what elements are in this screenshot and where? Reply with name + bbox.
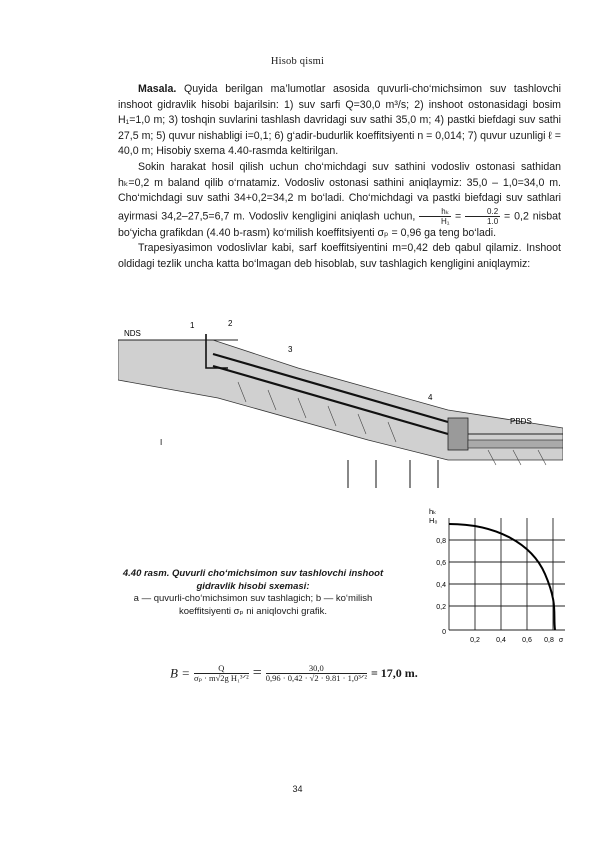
graph-ylabel-bottom: H₀ [429, 516, 438, 525]
graph-ytick: 0,2 [436, 604, 446, 611]
ratio-fraction-labels: $\frac{\text{hₖ}}{\text{H₁}}$ [419, 207, 451, 226]
graph-ytick: 0,4 [436, 582, 446, 589]
graph-xtick: 0,6 [522, 637, 532, 644]
caption-legend: a — quvurli-cho‘michsimon suv tashlagich; b — ko‘milish koeffitsiyenti σₚ ni aniqlovchi grafik. [133, 593, 373, 617]
graph-xtick: 0,2 [470, 637, 480, 644]
label-mark3: 3 [288, 345, 293, 354]
paragraph-width: Trapesiyasimon vodoslivlar kabi, sarf koeffitsiyentini m=0,42 deb qabul qilamiz. Inshoot oldidagi tezlik uncha katta bo‘lmagan deb hisoblab, suv tashlagich kengligini aniqlaymiz: [118, 242, 561, 270]
label-section: I [160, 438, 163, 447]
graph-ylabel-top: hₖ [429, 507, 437, 516]
graph-xtick: 0,4 [496, 637, 506, 644]
paragraph-problem [118, 82, 561, 160]
scheme-figure [118, 310, 563, 500]
formula-lhs: B = [170, 665, 190, 681]
graph-xtick: 0,8 [544, 637, 554, 644]
formula-frac-2: $\frac{30,0}{\text{0,96 · 0,42 · √2 · 9.81 · 1,0³ᐟ²}}$ [265, 663, 367, 683]
figure-caption [118, 568, 388, 618]
graph-ytick: 0,8 [436, 538, 446, 545]
label-mark4: 4 [428, 393, 433, 402]
page-number: 34 [292, 784, 303, 794]
graph-ytick: 0 [442, 629, 446, 636]
calc-text: Sokin harakat hosil qilish uchun cho‘michdagi suv sathini vodosliv ostonasi sathidan hₖ=0,2 m baland qilib o‘rnatamiz. Vodosliv ostonasi sathini aniqlaymiz: 35,0 – 1,0=34,0 m. Cho‘michdagi suv sathi 34+0,2=34,2 m bo‘ladi. Cho‘michdagi va pastki biefdagi suv sathlari ayirmasi 34,2–27,5=6,7 m. Vodosliv kengligini aniqlash uchun, [118, 160, 561, 223]
width-formula: B = $\frac{Q}{\text{σₚ · m√2g H₁³ᐟ²}}$ = $\frac{30,0}{\text{0,96 · 0,42 · √2 · 9.81 · 1,0³ᐟ²}}$ = 17,0 m. [170, 663, 418, 683]
paragraph-calc: Sokin harakat hosil qilish uchun cho‘michdagi suv sathini vodosliv ostonasi sathidan hₖ=0,2 m baland qilib o‘rnatamiz. Vodosliv ostonasi sathini aniqlaymiz: 35,0 – 1,0=34,0 m. Cho‘michdagi suv sathi 34+0,2=34,2 m bo‘ladi. Cho‘michdagi va pastki biefdagi suv sathlari ayirmasi 34,2–27,5=6,7 m. Vodosliv kengligini aniqlash uchun, $\frac{\text{hₖ}}{\text{H₁}}$ = $\frac{0.2}{1.0}$ = 0,2 nisbat bo‘yicha grafikdan (4.40 b-rasm) ko‘milish koeffitsiyenti σₚ = 0,96 ga teng bo‘ladi. [118, 160, 561, 239]
calc-text-2: nisbat bo‘yicha grafikdan (4.40 b-rasm) ko‘milish koeffitsiyenti σₚ = 0,96 ga teng bo‘ladi. [118, 210, 561, 239]
problem-text: Quyida berilgan ma’lumotlar asosida quvurli-cho‘michsimon suv tashlovchi inshoot gidravlik hisobi bajarilsin: 1) suv sarfi Q=30,0 m³/s; 2) inshoot ostonasidagi bosim H₁=1,0 m; 3) toshqin suvlarini tashlash davridagi suv sathi 35,0 m; 4) pastki biefdagi suv sathi 27,5 m; 5) quvur nishabligi i=0,1; 6) g‘adir-budurlik koeffitsiyenti n = 0,014; 7) quvur uzunligi ℓ = 40,0 m; Hisobiy sxema 4.40-rasmda keltirilgan. [118, 83, 561, 158]
body-text [118, 82, 561, 273]
formula-frac-1: $\frac{Q}{\text{σₚ · m√2g H₁³ᐟ²}}$ [193, 663, 249, 683]
formula-result: = 17,0 m. [370, 666, 418, 680]
caption-title: 4.40 rasm. Quvurli cho‘michsimon suv tashlovchi inshoot gidravlik hisobi sxemasi: [122, 568, 384, 592]
ratio-result: 0,2 [514, 210, 529, 223]
label-nds: NDS [124, 329, 141, 338]
page-header: Hisob qismi [270, 56, 325, 67]
label-mark2: 2 [228, 319, 233, 328]
graph-xtick: σ [558, 637, 564, 644]
sigma-graph [427, 504, 565, 650]
label-mark1: 1 [190, 321, 195, 330]
problem-lead: Masala. [138, 83, 177, 95]
label-pbds: PBDS [510, 417, 532, 426]
graph-ytick: 0,6 [436, 560, 446, 567]
ratio-fraction-values: $\frac{0.2}{1.0}$ [465, 207, 500, 226]
